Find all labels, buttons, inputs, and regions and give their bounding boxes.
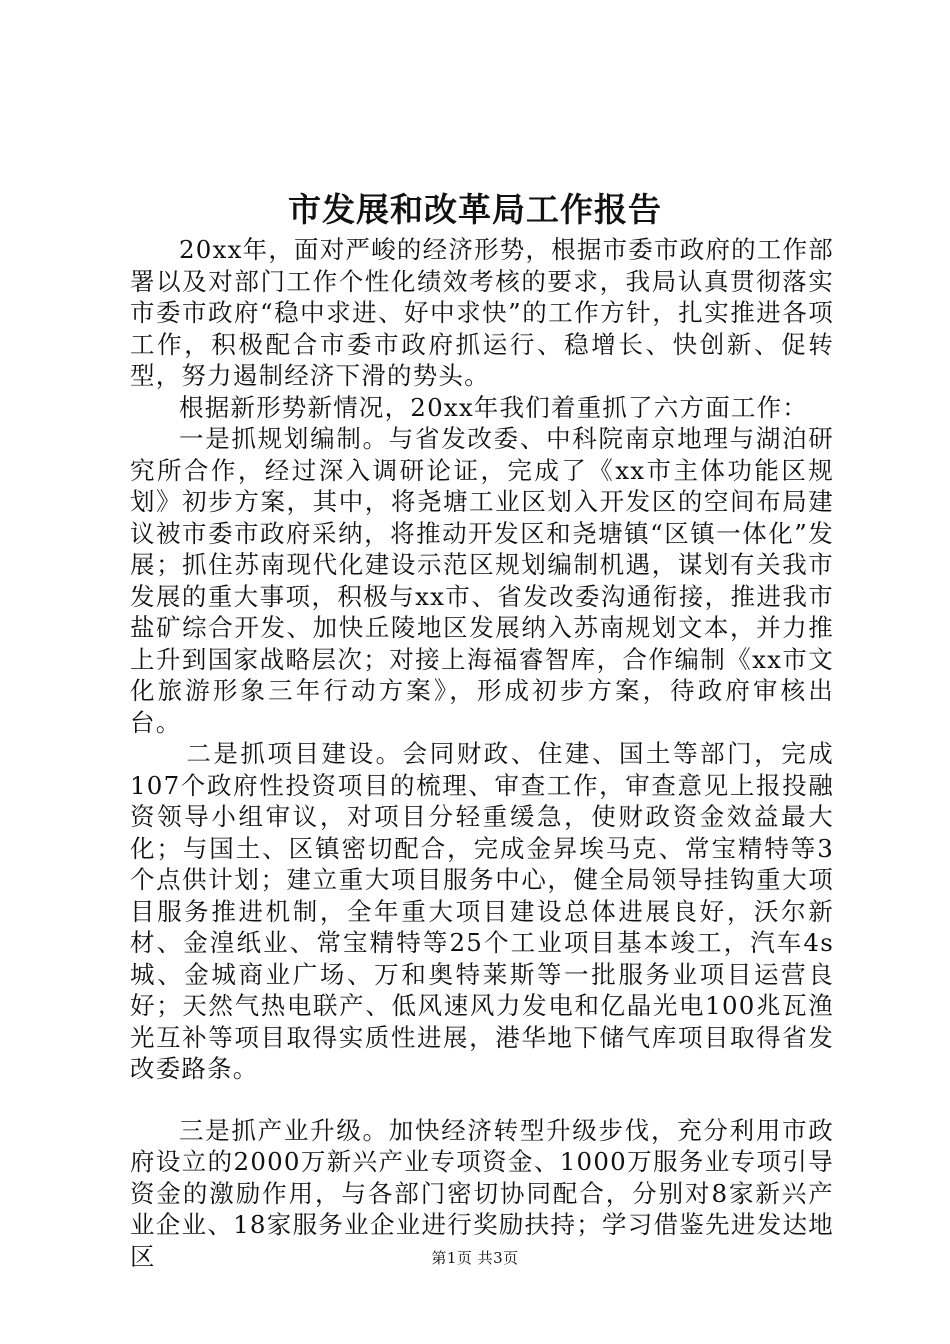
document-title: 市发展和改革局工作报告 <box>288 190 662 229</box>
paragraph-overview: 根据新形势新情况，20xx年我们着重抓了六方面工作： <box>179 392 809 422</box>
paragraph-projects: 二是抓项目建设。会同财政、住建、国土等部门，完成107个政府性投资项目的梳理、审查工作，审查意见上报投融资领导小组审议，对项目分轻重缓急，使财政资金效益最大化；与国土、区镇密切配合，完成金昇埃马克、常宝精特等3个点供计划；建立重大项目服务中心，健全局领导挂钩重大项目服务推进机制，全年重大项目建设总体进展良好，沃尔新材、金湟纸业、常宝精特等25个工业项目基本竣工，汽车4s城、金城商业广场、万和奥特莱斯等一批服务业项目运营良好；天然气热电联产、低风速风力发电和亿晶光电100兆瓦渔光互补等项目取得实质性进展，港华地下储气库项目取得省发改委路条。 <box>130 739 834 1083</box>
page-number: 第1页 共3页 <box>431 1249 519 1267</box>
paragraph-industry: 三是抓产业升级。加快经济转型升级步伐，充分利用市政府设立的2000万新兴产业专项资金、1000万服务业专项引导资金的激励作用，与各部门密切协同配合，分别对8家新兴产业企业、18家服务业企业进行奖励扶持；学习借鉴先进发达地区 <box>130 1115 834 1271</box>
paragraph-planning: 一是抓规划编制。与省发改委、中科院南京地理与湖泊研究所合作，经过深入调研论证，完成了《xx市主体功能区规划》初步方案，其中，将尧塘工业区划入开发区的空间布局建议被市委市政府采纳，将推动开发区和尧塘镇“区镇一体化”发展；抓住苏南现代化建设示范区规划编制机遇，谋划有关我市发展的重大事项，积极与xx市、省发改委沟通衔接，推进我市盐矿综合开发、加快丘陵地区发展纳入苏南规划文本，并力推上升到国家战略层次；对接上海福睿智库，合作编制《xx市文化旅游形象三年行动方案》，形成初步方案，待政府审核出台。 <box>130 424 834 737</box>
paragraph-intro: 20xx年，面对严峻的经济形势，根据市委市政府的工作部署以及对部门工作个性化绩效考核的要求，我局认真贯彻落实市委市政府“稳中求进、好中求快”的工作方针，扎实推进各项工作，积极配合市委市政府抓运行、稳增长、快创新、促转型，努力遏制经济下滑的势头。 <box>130 235 834 390</box>
document-body <box>130 234 834 1272</box>
